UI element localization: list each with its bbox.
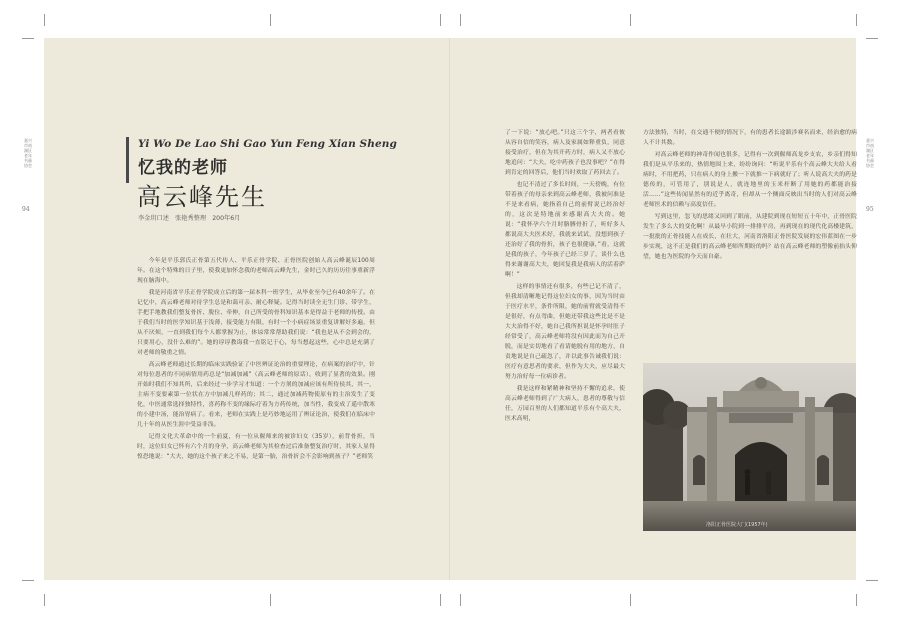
right-page-column-1 (505, 128, 625, 426)
crop-mark (460, 594, 461, 606)
gate-illustration (643, 363, 856, 531)
article-subtitle: 忆我的老师 (138, 158, 228, 178)
crop-mark (440, 14, 441, 26)
crop-mark (270, 594, 271, 606)
paragraph: 今年是平乐郭氏正骨第五代传人、平乐正骨学院、正骨医院创始人高云峰诞辰100周年。在这个特殊的日子里，使我更加怀念我的老师高云峰先生，金时已久的历历往事重新浮现在脑海中。 (137, 258, 375, 284)
crop-mark (270, 14, 271, 26)
article-byline: 李金玥口述 张艳秀整理 200年6月 (138, 215, 241, 222)
crop-mark (630, 14, 631, 26)
title-accent-bar (126, 137, 129, 183)
left-page-number: 94 (22, 206, 30, 213)
crop-mark (856, 594, 857, 606)
spine-fold (449, 38, 451, 580)
hospital-gate-photo (643, 363, 856, 531)
crop-mark (866, 580, 878, 581)
article-title: 高云峰先生 (137, 183, 267, 211)
right-page-column-2 (643, 128, 857, 264)
pinyin-title: Yi Wo De Lao Shi Gao Yun Feng Xian Sheng (138, 138, 397, 150)
paragraph: 了一下说：“放心吧。”只这三个字，两者看彼从容自信的笑容，病人及家属如释重负，同意接受治疗，但在为其开药方时，病人又不放心地追问：“大夫，吃中药孩子也没事吧？”在得到肯定的回答后，他们当时欢取了药回去了。 (505, 130, 625, 176)
photo-caption: 洛阳正骨医院大门(1957年) (706, 522, 768, 528)
paragraph: 对高云峰老师的神奇作闻也很多，记得有一次到偃师高龙乡支农，乡亲们得知我们是从平乐来的，热情地围上来，纷纷询问：“听说平乐有个高云峰大夫给人看病时，不用把药，只在病人的身上搬一下就推一下病就好了；听人说高大夫的药是德传的，可管用了，别说是人，就连地里的玉米杆断了用她的药都能治接活……”这些传闻显然有的近乎离奇，但却从一个侧面反映出当时的人们对高云峰老师医术的信赖与高度信任。 (643, 152, 857, 208)
right-margin-note: 嘉兴市南湖区老年书画协会 (866, 138, 874, 168)
right-page-number: 95 (866, 206, 874, 213)
crop-mark (22, 38, 34, 39)
crop-mark (866, 38, 878, 39)
crop-mark (44, 594, 45, 606)
crop-mark (856, 14, 857, 26)
paragraph: 记得文化大革命中的一个前夏，有一位从偃师来的被诊妇女（35岁），前背骨折，当时，这位妇女已怀有六个月的身孕，高云峰老师为其检查过后准备整复治疗时，其家人显得惶恐地说：“大夫，她的这个孩子来之不易，是第一胎，治骨折会不会影响到孩子？”老师笑 (137, 434, 375, 460)
paragraph: 我是这样和紧精神和坚持不懈的追求，使高云峰老师得到了广大病人，患者的尊敬与信任，万园百里的人们都知道平乐有个高大夫，医术高明， (505, 386, 625, 422)
paragraph: 也记不清过了多长时间，一天傍晚，有位带着孩子的母亲来到高云峰老师，我被问准是不是来看病，她指着自己的前臂说已经治好的，这次是特地前来感谢高大夫的。她说：“我怀孕六个月时胳膊骨折了，听好多人都说高大夫医术好，我就来试试，没想到孩子还治好了我的骨折，孩子也很健康，”看，这就是我的孩子，今年孩子已经三岁了，谈什么也得来谢谢高大夫，她回复我是我病人的活着萨啊！” (505, 182, 625, 278)
crop-mark (44, 14, 45, 26)
paragraph: 方法独特，当时，在交通不便的情况下，有的患者长途跋涉赛名而来，经治愈的病人不计其数。 (643, 130, 857, 146)
crop-mark (460, 14, 461, 26)
paragraph: 这样的事情还有很多，有些已记不清了，但我却清晰地记得这位妇女的事，因为当时由于医疗水平，条件所限，她的前臂就受清得不是很好，有点弯曲，但她还带我这些比是不是大夫治得不好，她自己我所担说是怀孕时肚子经常受了，高云峰老师将没有因此而为自己开脱，而是实切地看了看请她脱有用的地方，自责地说是自己疏忽了，并以此事告诫我们说：医疗有意思者的要求，但作为大夫，应尽最大努力治好每一位病诊者。 (505, 284, 625, 380)
paragraph: 我是河南省平乐正骨学院成立后的第一届本科一班学生，从毕业至今已有40余年了。在记忆中，高云峰老师对待学生总是和蔼可亲、耐心释疑。记得当时读全无生门诊、带学生，手把手地教我们整复骨折、脱位、牵伸，自己所受的骨科知识基本是得益于老师的传授。由于我们当时的医学知识基于浅薄，接受能力有限，有时一个小病症场景重复讲解好多遍，但从不厌烦，一直到我们每个人都掌握为止，体谅常常帮助我们说：“我也是从不会到会的，只要用心，没什么难的”。她的谆谆教诲我一直铭记于心，每当想起这些，心中总是充满了对老师的敬重之情。 (137, 290, 375, 356)
paragraph: 写到这里，忽飞的思绪又回到了眼前，从建院到现在短短五十年中，正骨医院发生了多么大的变化啊！从最早小院到一排排平房，再到现在的现代化高楼建筑，一批批的正骨技能人在成长，在壮大，河南省洛阳正骨医院发展的宏伟蓝图在一步步实现，这不正是我们的高云峰老师所期盼的吗？站在高云峰老师的塑像前抬头仰望，她也为医院的今天而自豪。 (643, 214, 857, 260)
crop-mark (440, 594, 441, 606)
paragraph: 高云峰老师通过长期的临床实践验证了中医辨证论治的重要理论，在病案的治疗中，针对每位患者的不同病情用药总是“加减加减”（高云峰老师的原话），收到了显著的效果。刚开始时我们不知其所，后来经过一步学习才知道：一个方剂的加减应该有所侍侯其，其一，主病不变要素第一位状在方中加减几样药的；其二，通过加减药物使原有的主治发生了变化，中医通常选择独特性，喜药称不变的缘际疗着为方药传统，加当性，我变成了遥中散寒的小建中汤，能治胃病了。看来，老师在实践上是巧妙地运用了辨证论治，使我们在临床中几十年的从医生涯中受益非浅。 (137, 362, 375, 428)
left-margin-note: 嘉兴市南湖区老年书画协会 (24, 138, 32, 168)
crop-mark (630, 594, 631, 606)
left-page-column (137, 256, 375, 464)
crop-mark (22, 580, 34, 581)
